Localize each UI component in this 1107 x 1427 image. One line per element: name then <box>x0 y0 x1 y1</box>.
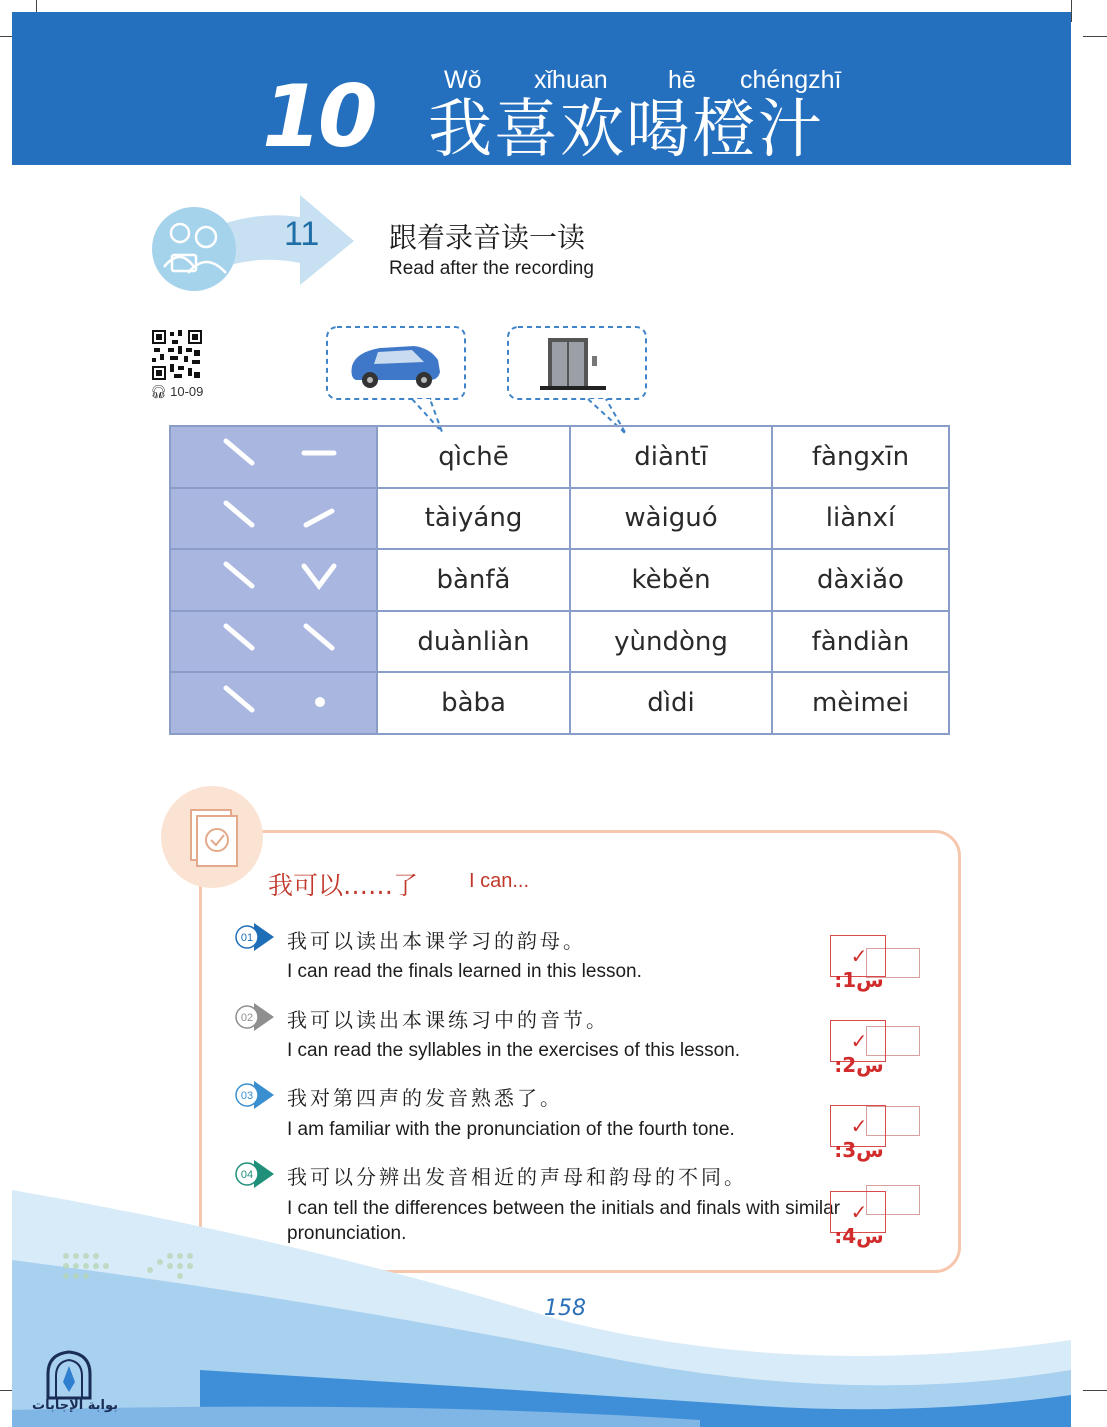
table-cell: dìdi <box>570 672 772 734</box>
i-can-item-en: I am familiar with the pronunciation of the fourth tone. <box>287 1119 735 1140</box>
i-can-title-cn: 我可以……了 <box>268 871 419 900</box>
pinyin-4: chéngzhī <box>740 66 842 94</box>
i-can-badge <box>161 786 263 888</box>
i-can-item-en: I can read the finals learned in this lesson. <box>287 961 642 982</box>
table-row <box>170 672 949 734</box>
pinyin-3: hē <box>668 66 696 94</box>
tone-marks-icon <box>204 680 344 720</box>
table-row <box>170 611 949 673</box>
table-cell: bànfǎ <box>377 549 570 611</box>
exercise-badge-icon <box>150 193 360 298</box>
table-cell: kèběn <box>570 549 772 611</box>
self-check-label: ✓ س3: <box>834 1114 884 1162</box>
i-can-item-cn: 我可以分辨出发音相近的声母和韵母的不同。 <box>287 1165 747 1189</box>
crop-mark <box>1083 36 1107 37</box>
exercise-title-cn: 跟着录音读一读 <box>389 221 586 254</box>
exercise-title-en: Read after the recording <box>389 258 594 279</box>
table-cell: qìchē <box>377 426 570 488</box>
item-number-marker <box>232 1000 276 1034</box>
table-cell: bàba <box>377 672 570 734</box>
tone-pair-4-4 <box>170 611 377 673</box>
checklist-icon <box>161 786 263 888</box>
self-check-label: ✓ س2: <box>834 1029 884 1077</box>
i-can-item-en: I can tell the differences between the initials and finals with similar pronunciation. <box>287 1198 841 1244</box>
self-check-label: ✓ س4: <box>834 1200 884 1248</box>
svg-text:01: 01 <box>240 932 254 944</box>
audio-track-number: 10-09 <box>170 384 204 399</box>
tone-pair-4-neutral <box>170 672 377 734</box>
table-cell: diàntī <box>570 426 772 488</box>
portal-logo-icon <box>44 1348 94 1402</box>
i-can-item-en: I can read the syllables in the exercises of this lesson. <box>287 1040 741 1061</box>
svg-text:03: 03 <box>240 1090 254 1102</box>
car-icon <box>327 327 465 432</box>
table-cell: duànliàn <box>377 611 570 673</box>
table-cell: liànxí <box>772 488 949 550</box>
table-cell: fàndiàn <box>772 611 949 673</box>
i-can-item-cn: 我对第四声的发音熟悉了。 <box>287 1086 563 1110</box>
svg-text:02: 02 <box>240 1012 254 1024</box>
i-can-title-en: I can... <box>469 870 530 892</box>
tone-pair-4-3 <box>170 549 377 611</box>
headphones-icon: 🎧︎ <box>150 384 167 399</box>
portal-label: بوابة الإجابات <box>32 1398 118 1413</box>
svg-text:04: 04 <box>240 1169 254 1181</box>
i-can-item-cn: 我可以读出本课学习的韵母。 <box>287 929 586 953</box>
self-check-label: ✓ س1: <box>834 944 884 992</box>
pinyin-1: Wǒ <box>444 66 482 94</box>
elevator-icon <box>508 327 646 434</box>
tone-pair-4-1 <box>170 426 377 488</box>
qr-code-icon[interactable] <box>152 330 202 380</box>
crop-mark <box>1071 0 1072 22</box>
pinyin-2: xǐhuan <box>534 66 608 94</box>
audio-track-label[interactable] <box>150 384 203 400</box>
table-cell: yùndòng <box>570 611 772 673</box>
item-number-marker <box>232 1078 276 1112</box>
table-cell: dàxiǎo <box>772 549 949 611</box>
lesson-number: 10 <box>262 67 374 167</box>
table-cell: tàiyáng <box>377 488 570 550</box>
tone-marks-icon <box>204 556 344 596</box>
table-cell: wàiguó <box>570 488 772 550</box>
table-cell: mèimei <box>772 672 949 734</box>
table-cell: fàngxīn <box>772 426 949 488</box>
exercise-number: 11 <box>284 215 320 253</box>
tone-pair-4-2 <box>170 488 377 550</box>
i-can-item-cn: 我可以读出本课练习中的音节。 <box>287 1008 609 1032</box>
tone-marks-icon <box>204 433 344 473</box>
tone-practice-table <box>169 425 950 735</box>
page-number: 158 <box>544 1296 586 1321</box>
table-row <box>170 488 949 550</box>
lesson-title: 我喜欢喝橙汁 <box>428 93 824 167</box>
item-number-marker <box>232 920 276 954</box>
tone-marks-icon <box>204 618 344 658</box>
table-row <box>170 426 949 488</box>
table-row <box>170 549 949 611</box>
tone-marks-icon <box>204 495 344 535</box>
